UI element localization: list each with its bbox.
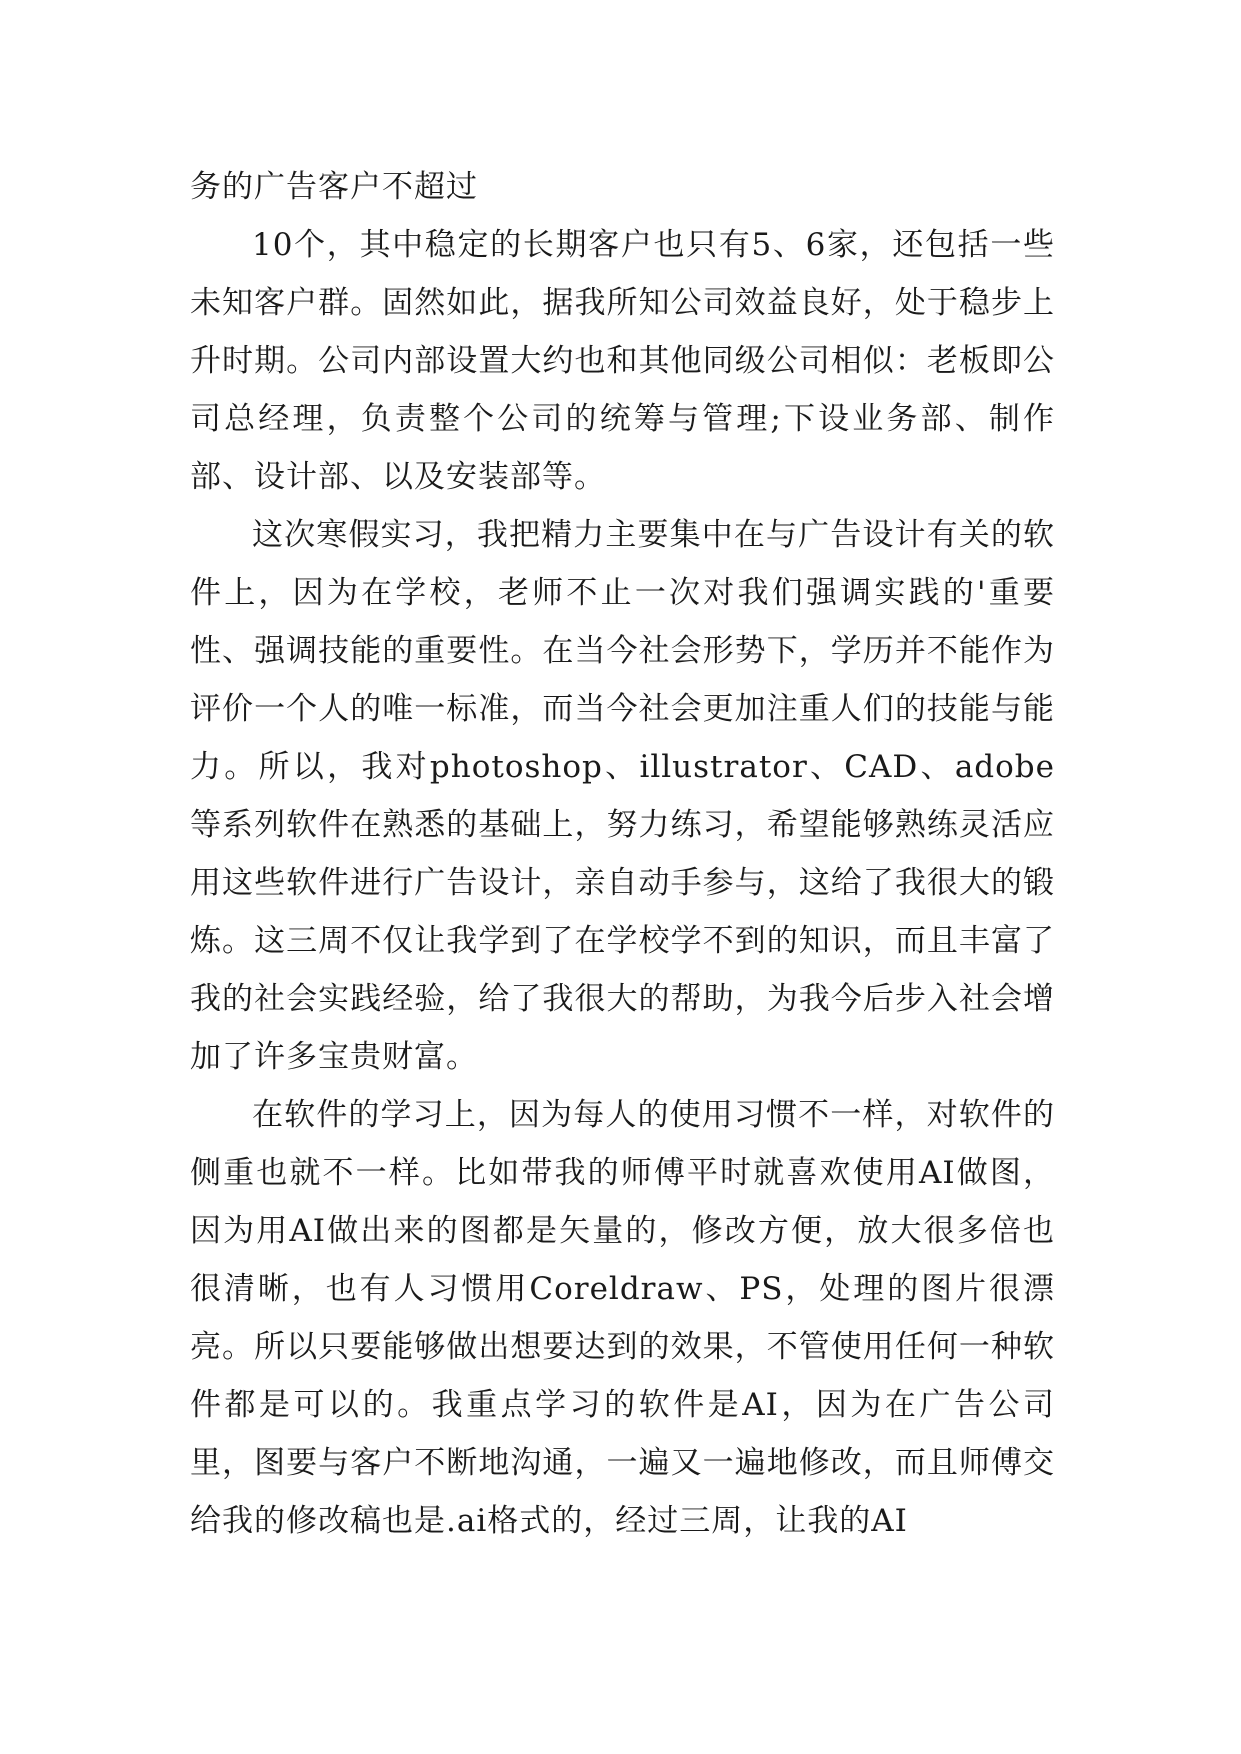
paragraph-3: 这次寒假实习，我把精力主要集中在与广告设计有关的软件上，因为在学校，老师不止一次对我们强调实践的'重要性、强调技能的重要性。在当今社会形势下，学历并不能作为评价一个人的唯一标准，而当今社会更加注重人们的技能与能力。所以，我对photoshop、illustrator、CAD、adobe等系列软件在熟悉的基础上，努力练习，希望能够熟练灵活应用这些软件进行广告设计，亲自动手参与，这给了我很大的锻炼。这三周不仅让我学到了在学校学不到的知识，而且丰富了我的社会实践经验，给了我很大的帮助，为我今后步入社会增加了许多宝贵财富。 [190, 517, 1055, 1075]
paragraph-1: 务的广告客户不超过 [190, 169, 478, 205]
document-body [190, 158, 1055, 1550]
paragraph-4: 在软件的学习上，因为每人的使用习惯不一样，对软件的侧重也就不一样。比如带我的师傅平时就喜欢使用AI做图，因为用AI做出来的图都是矢量的，修改方便，放大很多倍也很清晰，也有人习惯用Coreldraw、PS，处理的图片很漂亮。所以只要能够做出想要达到的效果，不管使用任何一种软件都是可以的。我重点学习的软件是AI，因为在广告公司里，图要与客户不断地沟通，一遍又一遍地修改，而且师傅交给我的修改稿也是.ai格式的，经过三周，让我的AI [190, 1097, 1055, 1539]
paragraph-2: 10个，其中稳定的长期客户也只有5、6家，还包括一些未知客户群。固然如此，据我所知公司效益良好，处于稳步上升时期。公司内部设置大约也和其他同级公司相似：老板即公司总经理，负责整个公司的统筹与管理;下设业务部、制作部、设计部、以及安装部等。 [190, 227, 1055, 495]
